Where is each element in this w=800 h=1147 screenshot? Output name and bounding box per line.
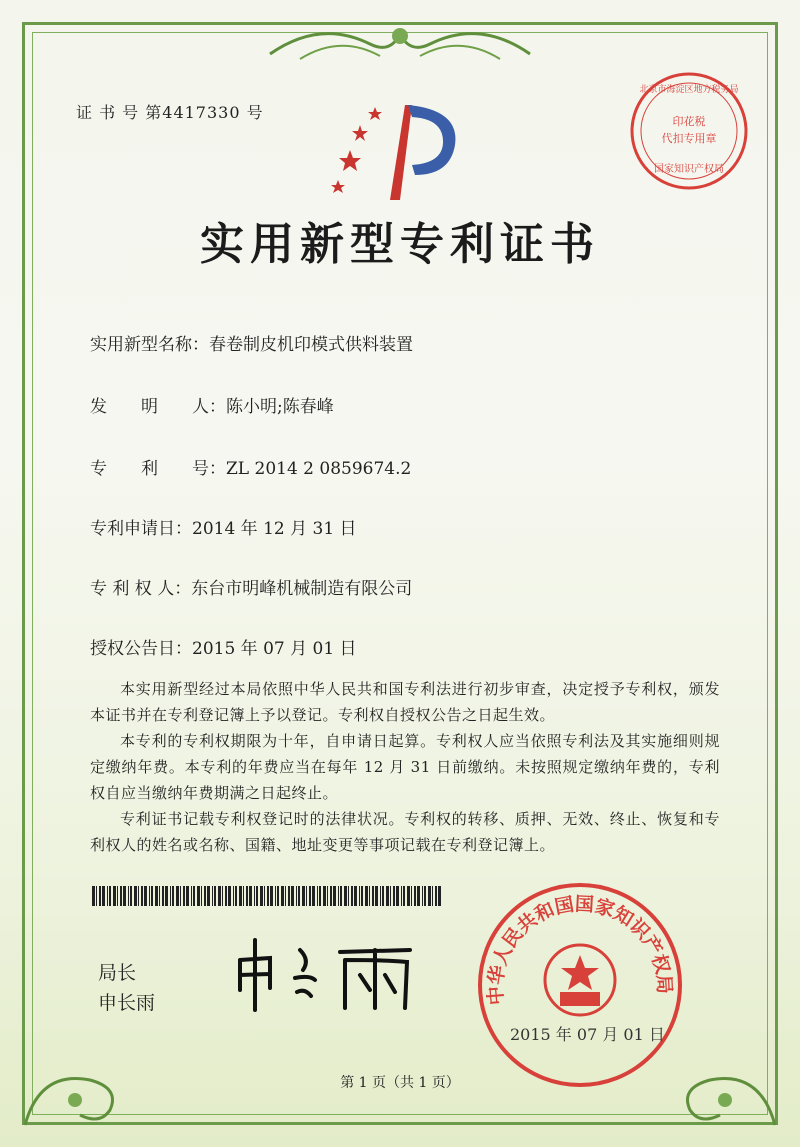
field-inventor	[90, 392, 334, 417]
grant-date-value: 2015 年 07 月 01 日	[192, 639, 357, 659]
tax-stamp-line1: 印花税	[672, 115, 706, 128]
inventor-value: 陈小明;陈春峰	[226, 397, 334, 417]
top-ornament	[260, 14, 540, 74]
page-number: 第 1 页（共 1 页）	[340, 1075, 460, 1091]
director-name: 申长雨	[98, 992, 156, 1014]
director-title: 局长	[98, 962, 137, 984]
field-filing-date	[90, 514, 357, 539]
inventor-label: 发 明 人：	[90, 397, 226, 417]
field-patent-no	[90, 454, 411, 479]
certificate-body	[90, 676, 720, 858]
certificate-title: 实用新型专利证书	[200, 219, 600, 270]
body-paragraph-3: 专利证书记载专利权登记时的法律状况。专利权的转移、质押、无效、终止、恢复和专利权人的姓名或名称、国籍、地址变更等事项记载在专利登记簿上。	[90, 810, 720, 854]
field-grant-date	[90, 634, 357, 659]
field-patentee	[90, 574, 412, 599]
name-value: 春卷制皮机印模式供料装置	[209, 335, 413, 355]
seal-ring-text: 中华人民共和国国家知识产权局	[484, 893, 676, 1006]
tax-stamp-ring-text: 北京市海淀区地方税务局	[639, 85, 739, 95]
director-signature	[225, 930, 425, 1015]
tax-stamp-bottom-text: 国家知识产权局	[654, 164, 724, 175]
patent-office-logo	[330, 95, 470, 205]
barcode	[92, 886, 442, 906]
body-paragraph-2: 本专利的专利权期限为十年，自申请日起算。专利权人应当依照专利法及其实施细则规定缴纳年费。本专利的年费应当在每年 12 月 31 日前缴纳。未按照规定缴纳年费的，专利权自应当缴纳年费期满之日起终止。	[90, 732, 720, 802]
seal-date: 2015 年 07 月 01 日	[510, 1025, 665, 1044]
patent-no-label: 专 利 号：	[90, 459, 226, 479]
national-ip-office-seal	[475, 880, 685, 1090]
tax-stamp-line2: 代扣专用章	[661, 132, 717, 145]
filing-date-value: 2014 年 12 月 31 日	[192, 519, 357, 539]
certificate-number: 证 书 号 第4417330 号	[76, 103, 264, 122]
grant-date-label: 授权公告日：	[90, 639, 192, 659]
patentee-label: 专 利 权 人：	[90, 579, 192, 599]
patentee-value: 东台市明峰机械制造有限公司	[191, 579, 413, 599]
patent-no-value: ZL 2014 2 0859674.2	[226, 459, 412, 479]
tax-stamp	[628, 70, 750, 192]
name-label: 实用新型名称：	[90, 335, 209, 355]
filing-date-label: 专利申请日：	[90, 519, 192, 539]
body-paragraph-1: 本实用新型经过本局依照中华人民共和国专利法进行初步审查，决定授予专利权，颁发本证书并在专利登记簿上予以登记。专利权自授权公告之日起生效。	[90, 680, 720, 724]
field-name	[90, 330, 413, 355]
